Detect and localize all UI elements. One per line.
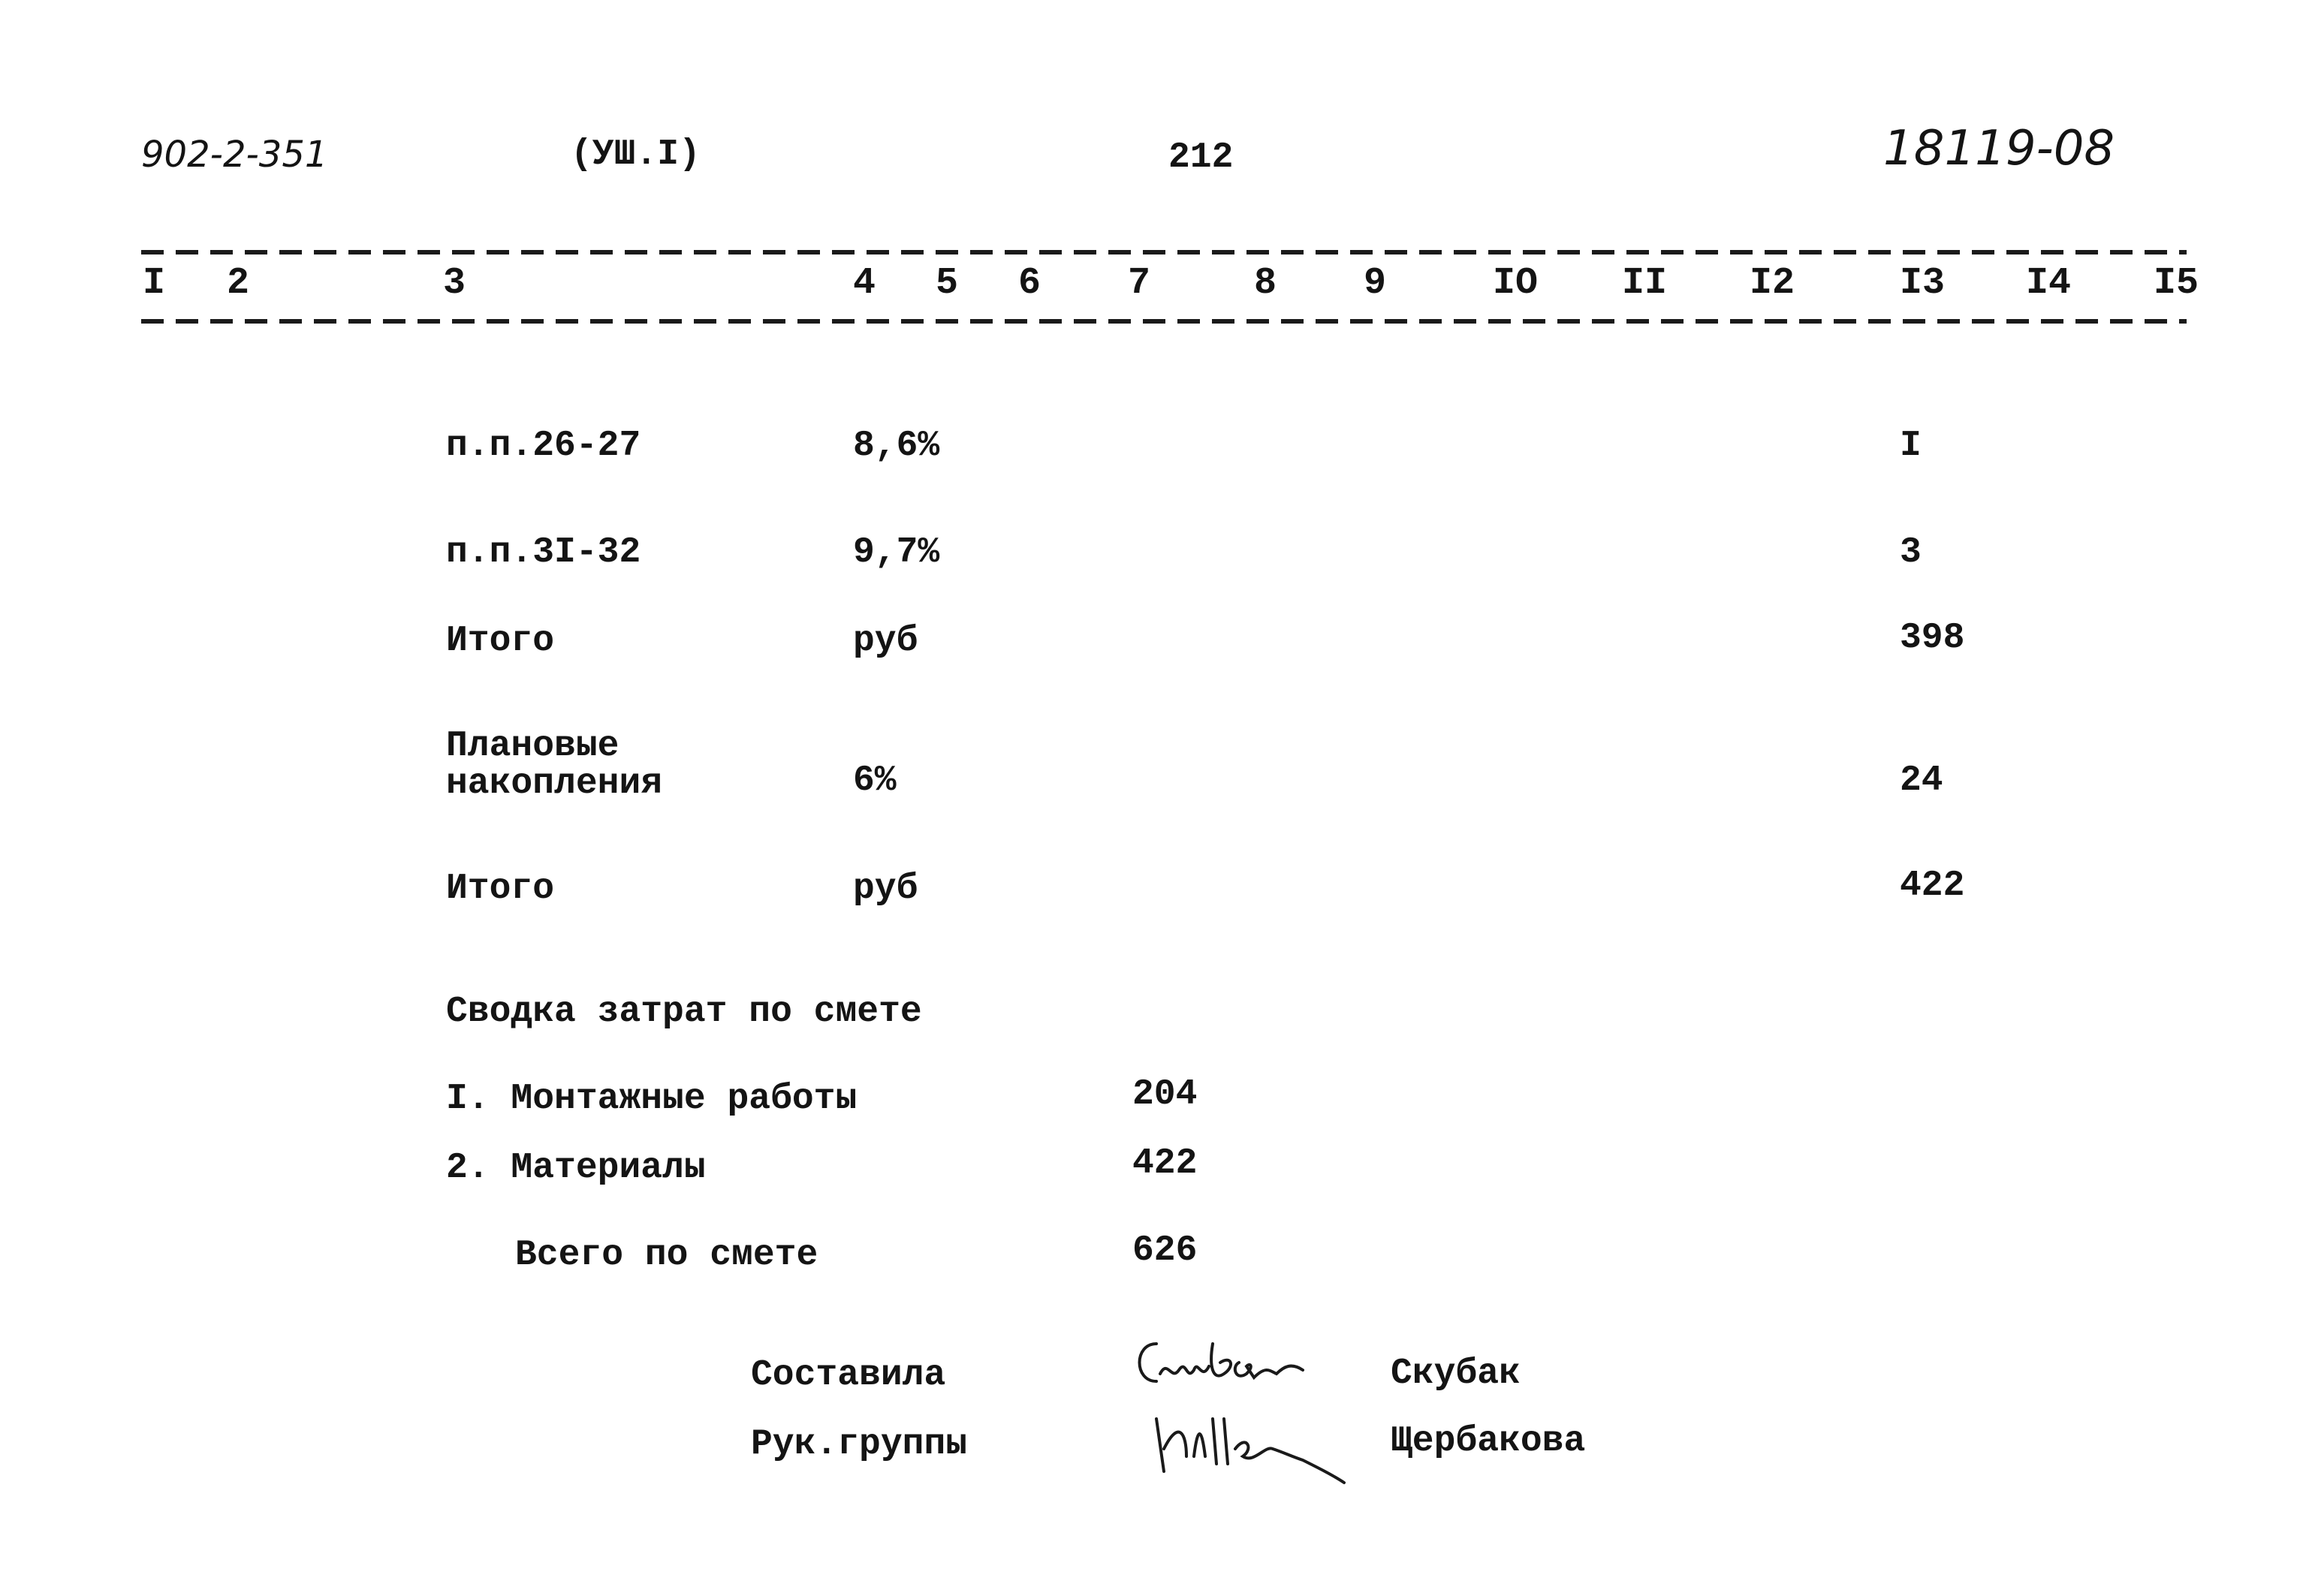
handwritten-signature bbox=[1141, 1404, 1382, 1494]
summary-total-label: Всего по смете bbox=[515, 1235, 818, 1275]
column-number: 9 bbox=[1364, 262, 1387, 305]
column-number: I2 bbox=[1750, 262, 1795, 305]
row-unit: 6% bbox=[853, 760, 897, 801]
row-name: п.п.3I-32 bbox=[446, 532, 641, 573]
summary-item-label: 2. Материалы bbox=[446, 1148, 706, 1188]
row-unit: руб bbox=[853, 869, 918, 909]
summary-item-label: I. Монтажные работы bbox=[446, 1079, 858, 1119]
summary-title: Сводка затрат по смете bbox=[446, 992, 922, 1032]
top-divider bbox=[141, 250, 2187, 254]
row-name: Итого bbox=[446, 621, 555, 661]
signature-role: Составила bbox=[751, 1355, 946, 1396]
signature-role: Рук.группы bbox=[751, 1424, 968, 1465]
row-name-line2: накопления bbox=[446, 763, 663, 804]
summary-item-value: 204 bbox=[1132, 1074, 1198, 1115]
inventory-number: 18119-08 bbox=[1883, 121, 2115, 176]
row-unit: 8,6% bbox=[853, 426, 940, 466]
column-number: 2 bbox=[227, 262, 250, 305]
signer-name: Щербакова bbox=[1391, 1421, 1586, 1462]
column-number: 4 bbox=[853, 262, 876, 305]
column-number: I5 bbox=[2154, 262, 2199, 305]
row-total: 422 bbox=[1900, 866, 1965, 906]
column-number: 7 bbox=[1128, 262, 1151, 305]
column-number: IO bbox=[1493, 262, 1539, 305]
signer-name: Скубак bbox=[1391, 1354, 1521, 1394]
page-number: 212 bbox=[1168, 137, 1234, 178]
column-number: 6 bbox=[1018, 262, 1041, 305]
column-number: I4 bbox=[2026, 262, 2072, 305]
column-number: I3 bbox=[1900, 262, 1946, 305]
row-total: 398 bbox=[1900, 618, 1965, 658]
summary-item-value: 422 bbox=[1132, 1143, 1198, 1184]
row-unit: 9,7% bbox=[853, 532, 940, 573]
row-total: 24 bbox=[1900, 760, 1943, 801]
row-unit: руб bbox=[853, 621, 918, 661]
row-name: п.п.26-27 bbox=[446, 426, 641, 466]
handwritten-signature bbox=[1126, 1329, 1352, 1396]
document-code: 902-2-351 bbox=[141, 134, 328, 176]
row-name-line1: Плановые bbox=[446, 726, 619, 766]
row-total: I bbox=[1900, 426, 1922, 466]
column-number: II bbox=[1622, 262, 1668, 305]
summary-total-value: 626 bbox=[1132, 1230, 1198, 1271]
row-name: Итого bbox=[446, 869, 555, 909]
bottom-divider bbox=[141, 319, 2187, 324]
column-number: 8 bbox=[1254, 262, 1277, 305]
column-number: 5 bbox=[936, 262, 959, 305]
section-number: (УШ.I) bbox=[571, 134, 701, 175]
column-number: 3 bbox=[443, 262, 466, 305]
row-total: 3 bbox=[1900, 532, 1922, 573]
column-number: I bbox=[143, 262, 166, 305]
